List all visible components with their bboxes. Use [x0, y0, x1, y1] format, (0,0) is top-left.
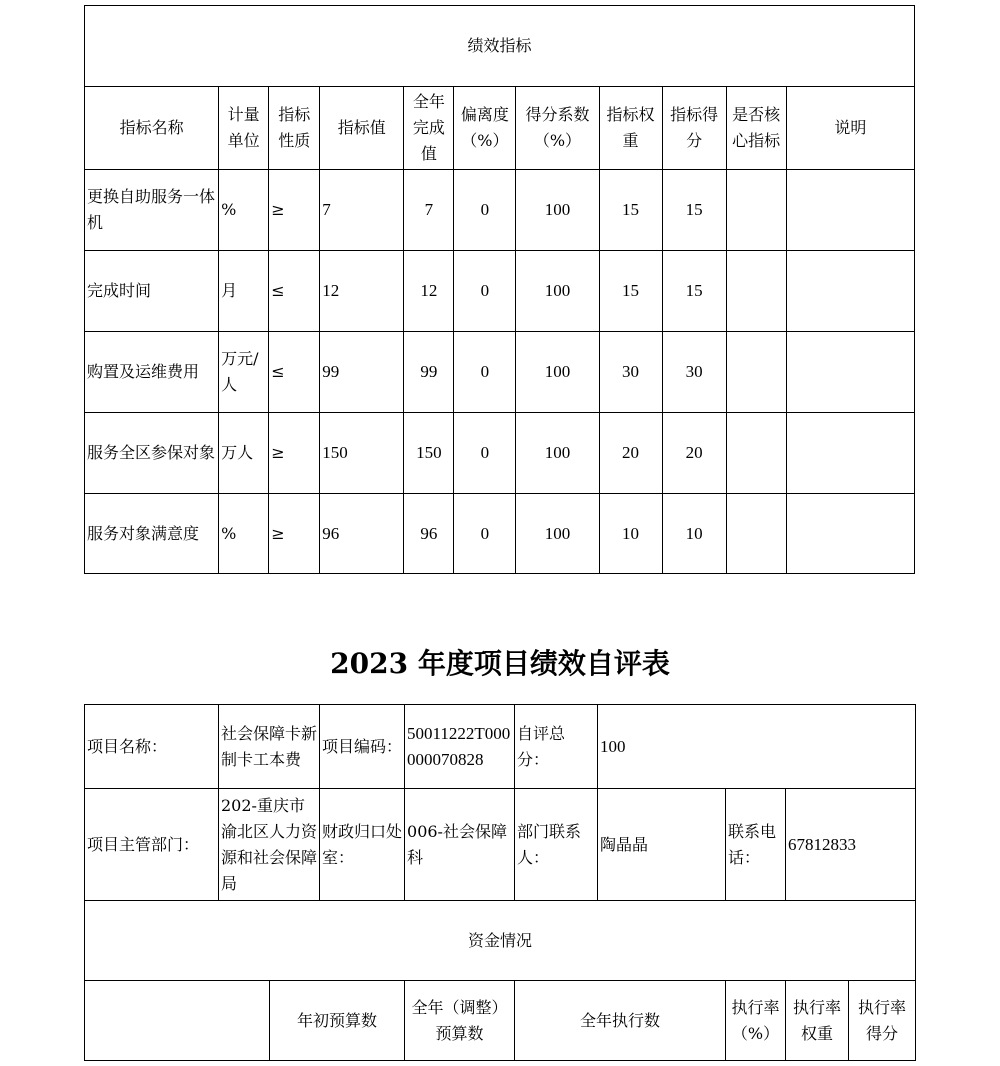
- indicator-nature: ≥: [269, 413, 320, 494]
- total-score-label: 自评总分：: [515, 705, 598, 789]
- header-target-value: 指标值: [320, 87, 404, 170]
- indicator-deviation: 0: [454, 494, 516, 574]
- indicator-nature: ≤: [269, 332, 320, 413]
- indicator-deviation: 0: [454, 251, 516, 332]
- indicator-name: 服务对象满意度: [85, 494, 219, 574]
- total-score-value: 100: [598, 705, 916, 789]
- indicator-coefficient: 100: [516, 251, 599, 332]
- header-weight: 指标权重: [599, 87, 662, 170]
- funds-section-title: 资金情况: [85, 901, 916, 981]
- indicator-coefficient: 100: [516, 332, 599, 413]
- project-code-label: 项目编码：: [320, 705, 405, 789]
- header-core-indicator: 是否核心指标: [726, 87, 786, 170]
- header-nature: 指标性质: [269, 87, 320, 170]
- indicator-note: [786, 251, 914, 332]
- indicator-actual: 96: [404, 494, 454, 574]
- table-row: [85, 494, 915, 574]
- table-row: [85, 332, 915, 413]
- indicator-name: 服务全区参保对象: [85, 413, 219, 494]
- self-evaluation-table: [84, 704, 916, 1061]
- indicator-nature: ≤: [269, 251, 320, 332]
- indicator-deviation: 0: [454, 413, 516, 494]
- indicator-target: 7: [320, 170, 404, 251]
- department-label: 项目主管部门：: [85, 789, 219, 901]
- performance-indicators-table: [84, 5, 915, 574]
- indicator-coefficient: 100: [516, 170, 599, 251]
- indicator-actual: 150: [404, 413, 454, 494]
- indicator-score: 30: [662, 332, 726, 413]
- indicator-actual: 12: [404, 251, 454, 332]
- indicator-note: [786, 413, 914, 494]
- indicator-core: [726, 170, 786, 251]
- table-header-row: [85, 87, 915, 170]
- funds-header-initial-budget: 年初预算数: [270, 981, 405, 1061]
- indicator-note: [786, 332, 914, 413]
- indicator-deviation: 0: [454, 332, 516, 413]
- finance-office-label: 财政归口处室：: [320, 789, 405, 901]
- indicator-core: [726, 332, 786, 413]
- indicator-core: [726, 494, 786, 574]
- indicator-weight: 10: [599, 494, 662, 574]
- funds-header-executed: 全年执行数: [515, 981, 726, 1061]
- header-score: 指标得分: [662, 87, 726, 170]
- indicator-target: 150: [320, 413, 404, 494]
- indicator-actual: 99: [404, 332, 454, 413]
- indicator-coefficient: 100: [516, 413, 599, 494]
- funds-header-rate-weight: 执行率权重: [786, 981, 849, 1061]
- table-row: [85, 413, 915, 494]
- indicator-deviation: 0: [454, 170, 516, 251]
- indicator-score: 20: [662, 413, 726, 494]
- indicator-note: [786, 170, 914, 251]
- indicator-name: 购置及运维费用: [85, 332, 219, 413]
- indicator-unit: %: [219, 494, 269, 574]
- header-score-coefficient: 得分系数（%）: [516, 87, 599, 170]
- table-row: [85, 170, 915, 251]
- project-name-value: 社会保障卡新制卡工本费: [219, 705, 320, 789]
- header-deviation: 偏离度（%）: [454, 87, 516, 170]
- finance-office-value: 006-社会保障科: [405, 789, 515, 901]
- department-value: 202-重庆市渝北区人力资源和社会保障局: [219, 789, 320, 901]
- indicator-score: 10: [662, 494, 726, 574]
- funds-header-rate-score: 执行率得分: [849, 981, 916, 1061]
- indicator-coefficient: 100: [516, 494, 599, 574]
- indicator-note: [786, 494, 914, 574]
- indicator-weight: 15: [599, 170, 662, 251]
- header-indicator-name: 指标名称: [85, 87, 219, 170]
- indicator-weight: 30: [599, 332, 662, 413]
- document-title: 2023 年度项目绩效自评表: [330, 647, 670, 680]
- indicator-unit: 万元/人: [219, 332, 269, 413]
- project-name-label: 项目名称：: [85, 705, 219, 789]
- performance-section-title: 绩效指标: [85, 6, 915, 87]
- indicator-weight: 15: [599, 251, 662, 332]
- table-row: [85, 251, 915, 332]
- funds-header-row: [85, 981, 916, 1061]
- indicator-name: 更换自助服务一体机: [85, 170, 219, 251]
- indicator-target: 99: [320, 332, 404, 413]
- header-unit: 计量单位: [219, 87, 269, 170]
- funds-header-adjusted-budget: 全年（调整）预算数: [405, 981, 515, 1061]
- indicator-unit: 月: [219, 251, 269, 332]
- indicator-target: 96: [320, 494, 404, 574]
- indicator-weight: 20: [599, 413, 662, 494]
- phone-value: 67812833: [786, 789, 916, 901]
- funds-header-blank: [85, 981, 270, 1061]
- indicator-name: 完成时间: [85, 251, 219, 332]
- indicator-target: 12: [320, 251, 404, 332]
- contact-person-label: 部门联系人：: [515, 789, 598, 901]
- indicator-core: [726, 251, 786, 332]
- indicator-score: 15: [662, 251, 726, 332]
- indicator-score: 15: [662, 170, 726, 251]
- indicator-nature: ≥: [269, 170, 320, 251]
- phone-label: 联系电话：: [726, 789, 786, 901]
- funds-header-execution-rate: 执行率（%）: [726, 981, 786, 1061]
- indicator-nature: ≥: [269, 494, 320, 574]
- indicator-core: [726, 413, 786, 494]
- header-note: 说明: [786, 87, 914, 170]
- contact-person-value: 陶晶晶: [598, 789, 726, 901]
- indicator-unit: %: [219, 170, 269, 251]
- indicator-actual: 7: [404, 170, 454, 251]
- header-actual-value: 全年完成值: [404, 87, 454, 170]
- indicator-unit: 万人: [219, 413, 269, 494]
- project-code-value: 50011222T000000070828: [405, 705, 515, 789]
